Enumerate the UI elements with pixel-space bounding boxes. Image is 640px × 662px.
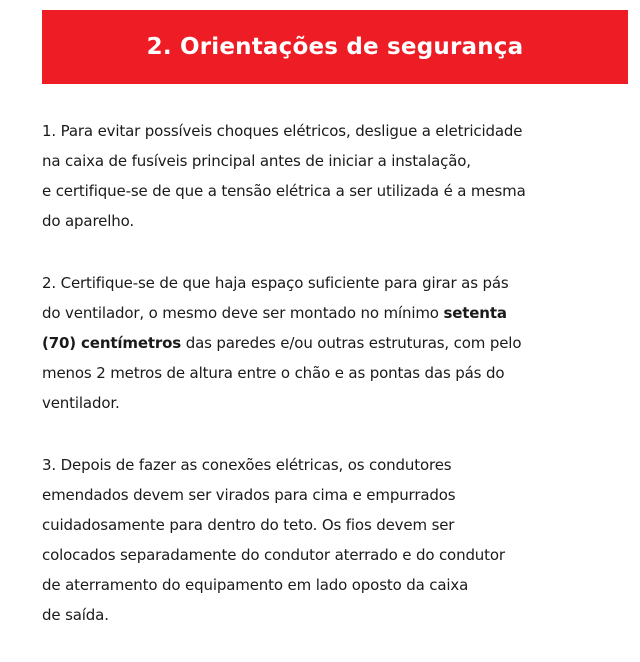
text-line: e certifique-se de que a tensão elétrica a ser utilizada é a mesma (42, 182, 526, 200)
text-line: de aterramento do equipamento em lado oposto da caixa (42, 576, 469, 594)
text-line: 1. Para evitar possíveis choques elétricos, desligue a eletricidade (42, 122, 523, 140)
instruction-item-2 (42, 268, 632, 418)
text-line: de saída. (42, 606, 109, 624)
text-line: (70) centímetros das paredes e/ou outras estruturas, com pelo (42, 334, 522, 352)
instruction-item-1 (42, 116, 632, 236)
text-line: na caixa de fusíveis principal antes de iniciar a instalação, (42, 152, 471, 170)
text-line: 3. Depois de fazer as conexões elétricas, os condutores (42, 456, 452, 474)
section-header-banner (42, 10, 628, 84)
text-line: 2. Certifique-se de que haja espaço suficiente para girar as pás (42, 274, 509, 292)
text-line: do ventilador, o mesmo deve ser montado no mínimo setenta (42, 304, 507, 322)
text-line: ventilador. (42, 394, 120, 412)
instruction-item-3 (42, 450, 632, 630)
text-line: menos 2 metros de altura entre o chão e as pontas das pás do (42, 364, 505, 382)
text-line: emendados devem ser virados para cima e empurrados (42, 486, 456, 504)
emphasized-text: setenta (443, 304, 507, 322)
safety-instructions (42, 116, 632, 662)
text-line: do aparelho. (42, 212, 134, 230)
text-line: cuidadosamente para dentro do teto. Os fios devem ser (42, 516, 455, 534)
emphasized-text: (70) centímetros (42, 334, 182, 352)
section-title: 2. Orientações de segurança (146, 34, 524, 60)
text-line: colocados separadamente do condutor aterrado e do condutor (42, 546, 505, 564)
